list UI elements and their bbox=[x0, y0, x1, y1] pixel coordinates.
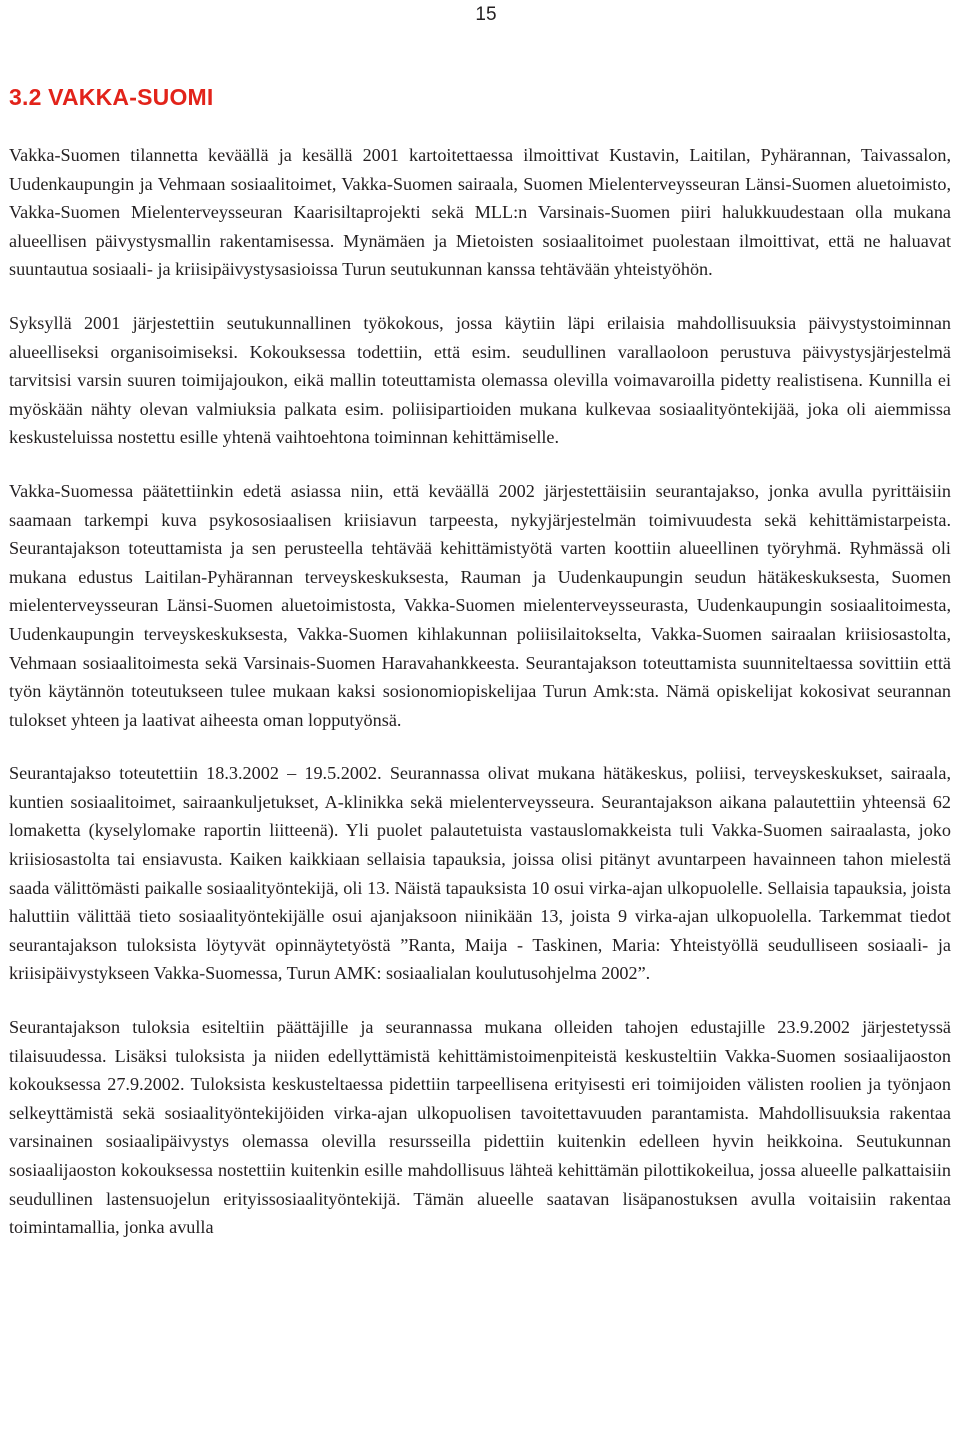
paragraph-4: Seurantajakso toteutettiin 18.3.2002 – 19.5.2002. Seurannassa olivat mukana hätäkeskus, poliisi, terveyskeskukset, sairaala, kuntien sosiaalitoimet, sairaankuljetukset, A-klinikka sekä mielenterveysseura. Seurantajakson aikana palautettiin yhteensä 62 lomaketta (kyselylomake raportin liitteenä). Yli puolet palautetuista vastauslomakkeista tuli Vakka-Suomen sairaalasta, joko kriisiosastolta tai ensiavusta. Kaiken kaikkiaan sellaisia tapauksia, joissa olisi pitänyt avuntarpeen havainneen tahon mielestä saada välittömästi paikalle sosiaalityöntekijä, oli 13. Näistä tapauksista 10 osui virka-ajan ulkopuolelle. Sellaisia tapauksia, joista haluttiin välittää tieto sosiaalityöntekijälle osui ajanjaksoon niinikään 13, joista 9 virka-ajan ulkopuolella. Tarkemmat tiedot seurantajakson tuloksista löytyvät opinnäytetyöstä ”Ranta, Maija - Taskinen, Maria: Yhteistyöllä seudulliseen sosiaali- ja kriisipäivystykseen Vakka-Suomessa, Turun AMK: sosiaalialan koulutusohjelma 2002”. bbox=[9, 763, 951, 984]
page-number: 15 bbox=[475, 4, 497, 25]
body-text bbox=[9, 141, 951, 1242]
paragraph-3: Vakka-Suomessa päätettiinkin edetä asiassa niin, että keväällä 2002 järjestettäisiin seurantajakso, jonka avulla pyrittäisiin saamaan tarkempi kuva psykososiaalisen kriisiavun tarpeesta, nykyjärjestelmän toimivuudesta sekä kehittämistarpeista. Seurantajakson toteuttamista ja sen perusteella tehtävää kehittämistyötä varten koottiin alueellinen työryhmä. Ryhmässä oli mukana edustus Laitilan-Pyhärannan terveyskeskuksesta, Rauman ja Uudenkaupungin seudun hätäkeskuksesta, Suomen mielenterveysseuran Länsi-Suomen aluetoimistosta, Vakka-Suomen mielenterveysseurasta, Uudenkaupungin sosiaalitoimesta, Uudenkaupungin terveyskeskuksesta, Vakka-Suomen kihlakunnan poliisilaitokselta, Vakka-Suomen sairaalan kriisiosastolta, Vehmaan sosiaalitoimesta sekä Varsinais-Suomen Haravahankkeesta. Seurantajakson toteuttamista suunniteltaessa sovittiin että työn käytännön toteutukseen tulee mukaan kaksi sosionomiopiskelijaa Turun Amk:sta. Nämä opiskelijat kokosivat seurannan tulokset yhteen ja laativat aiheesta oman lopputyönsä. bbox=[9, 480, 951, 730]
paragraph-2: Syksyllä 2001 järjestettiin seutukunnallinen työkokous, jossa käytiin läpi erilaisia mahdollisuuksia päivystystoiminnan alueelliseksi organisoimiseksi. Kokouksessa todettiin, että esim. seudullinen varallaoloon perustuva päivystysjärjestelmä tarvitsisi varsin suuren toimijajoukon, eikä mallin toteuttamista olemassa olevilla voimavaroilla pidetty realistisena. Kunnilla ei myöskään nähty olevan valmiuksia palkata esim. poliisipartioiden mukana kulkevaa sosiaalityöntekijää, joka oli aiemmissa keskusteluissa nostettu esille yhtenä vaihtoehtona toiminnan kehittämiselle. bbox=[9, 312, 951, 448]
paragraph-1: Vakka-Suomen tilannetta keväällä ja kesällä 2001 kartoitettaessa ilmoittivat Kustavin, Laitilan, Pyhärannan, Taivassalon, Uudenkaupungin ja Vehmaan sosiaalitoimet, Vakka-Suomen sairaala, Suomen Mielenterveysseuran Länsi-Suomen aluetoimisto, Vakka-Suomen Mielenterveysseuran Kaarisiltaprojekti sekä MLL:n Varsinais-Suomen piiri halukkuudestaan olla mukana alueellisen päivystysmallin rakentamisessa. Mynämäen ja Mietoisten sosiaalitoimet puolestaan ilmoittivat, että ne haluavat suuntautua sosiaali- ja kriisipäivystysasioissa Turun seutukunnan kanssa tehtävään yhteistyöhön. bbox=[9, 145, 951, 280]
paragraph-5: Seurantajakson tuloksia esiteltiin päättäjille ja seurannassa mukana olleiden tahojen edustajille 23.9.2002 järjestetyssä tilaisuudessa. Lisäksi tuloksista ja niiden edellyttämistä kehittämistoimenpiteistä keskusteltiin Vakka-Suomen sosiaalijaoston kokouksessa 27.9.2002. Tuloksista keskusteltaessa pidettiin tarpeellisena erityisesti eri toimijoiden välisten roolien ja työnjaon selkeyttämistä sekä sosiaalityöntekijöiden virka-ajan ulkopuolisen tavoitettavuuden parantamista. Mahdollisuuksia rakentaa varsinainen sosiaalipäivystys olemassa olevilla resursseilla pidettiin kuitenkin edelleen hyvin heikkoina. Seutukunnan sosiaalijaoston kokouksessa nostettiin kuitenkin esille mahdollisuus lähteä kehittämän pilottikokeilua, jossa alueelle palkattaisiin seudullinen lastensuojelun erityissosiaalityöntekijä. Tämän alueelle saatavan lisäpanostuksen avulla voitaisiin rakentaa toimintamallia, jonka avulla bbox=[9, 1017, 951, 1238]
section-heading: 3.2 VAKKA-SUOMI bbox=[9, 84, 214, 110]
